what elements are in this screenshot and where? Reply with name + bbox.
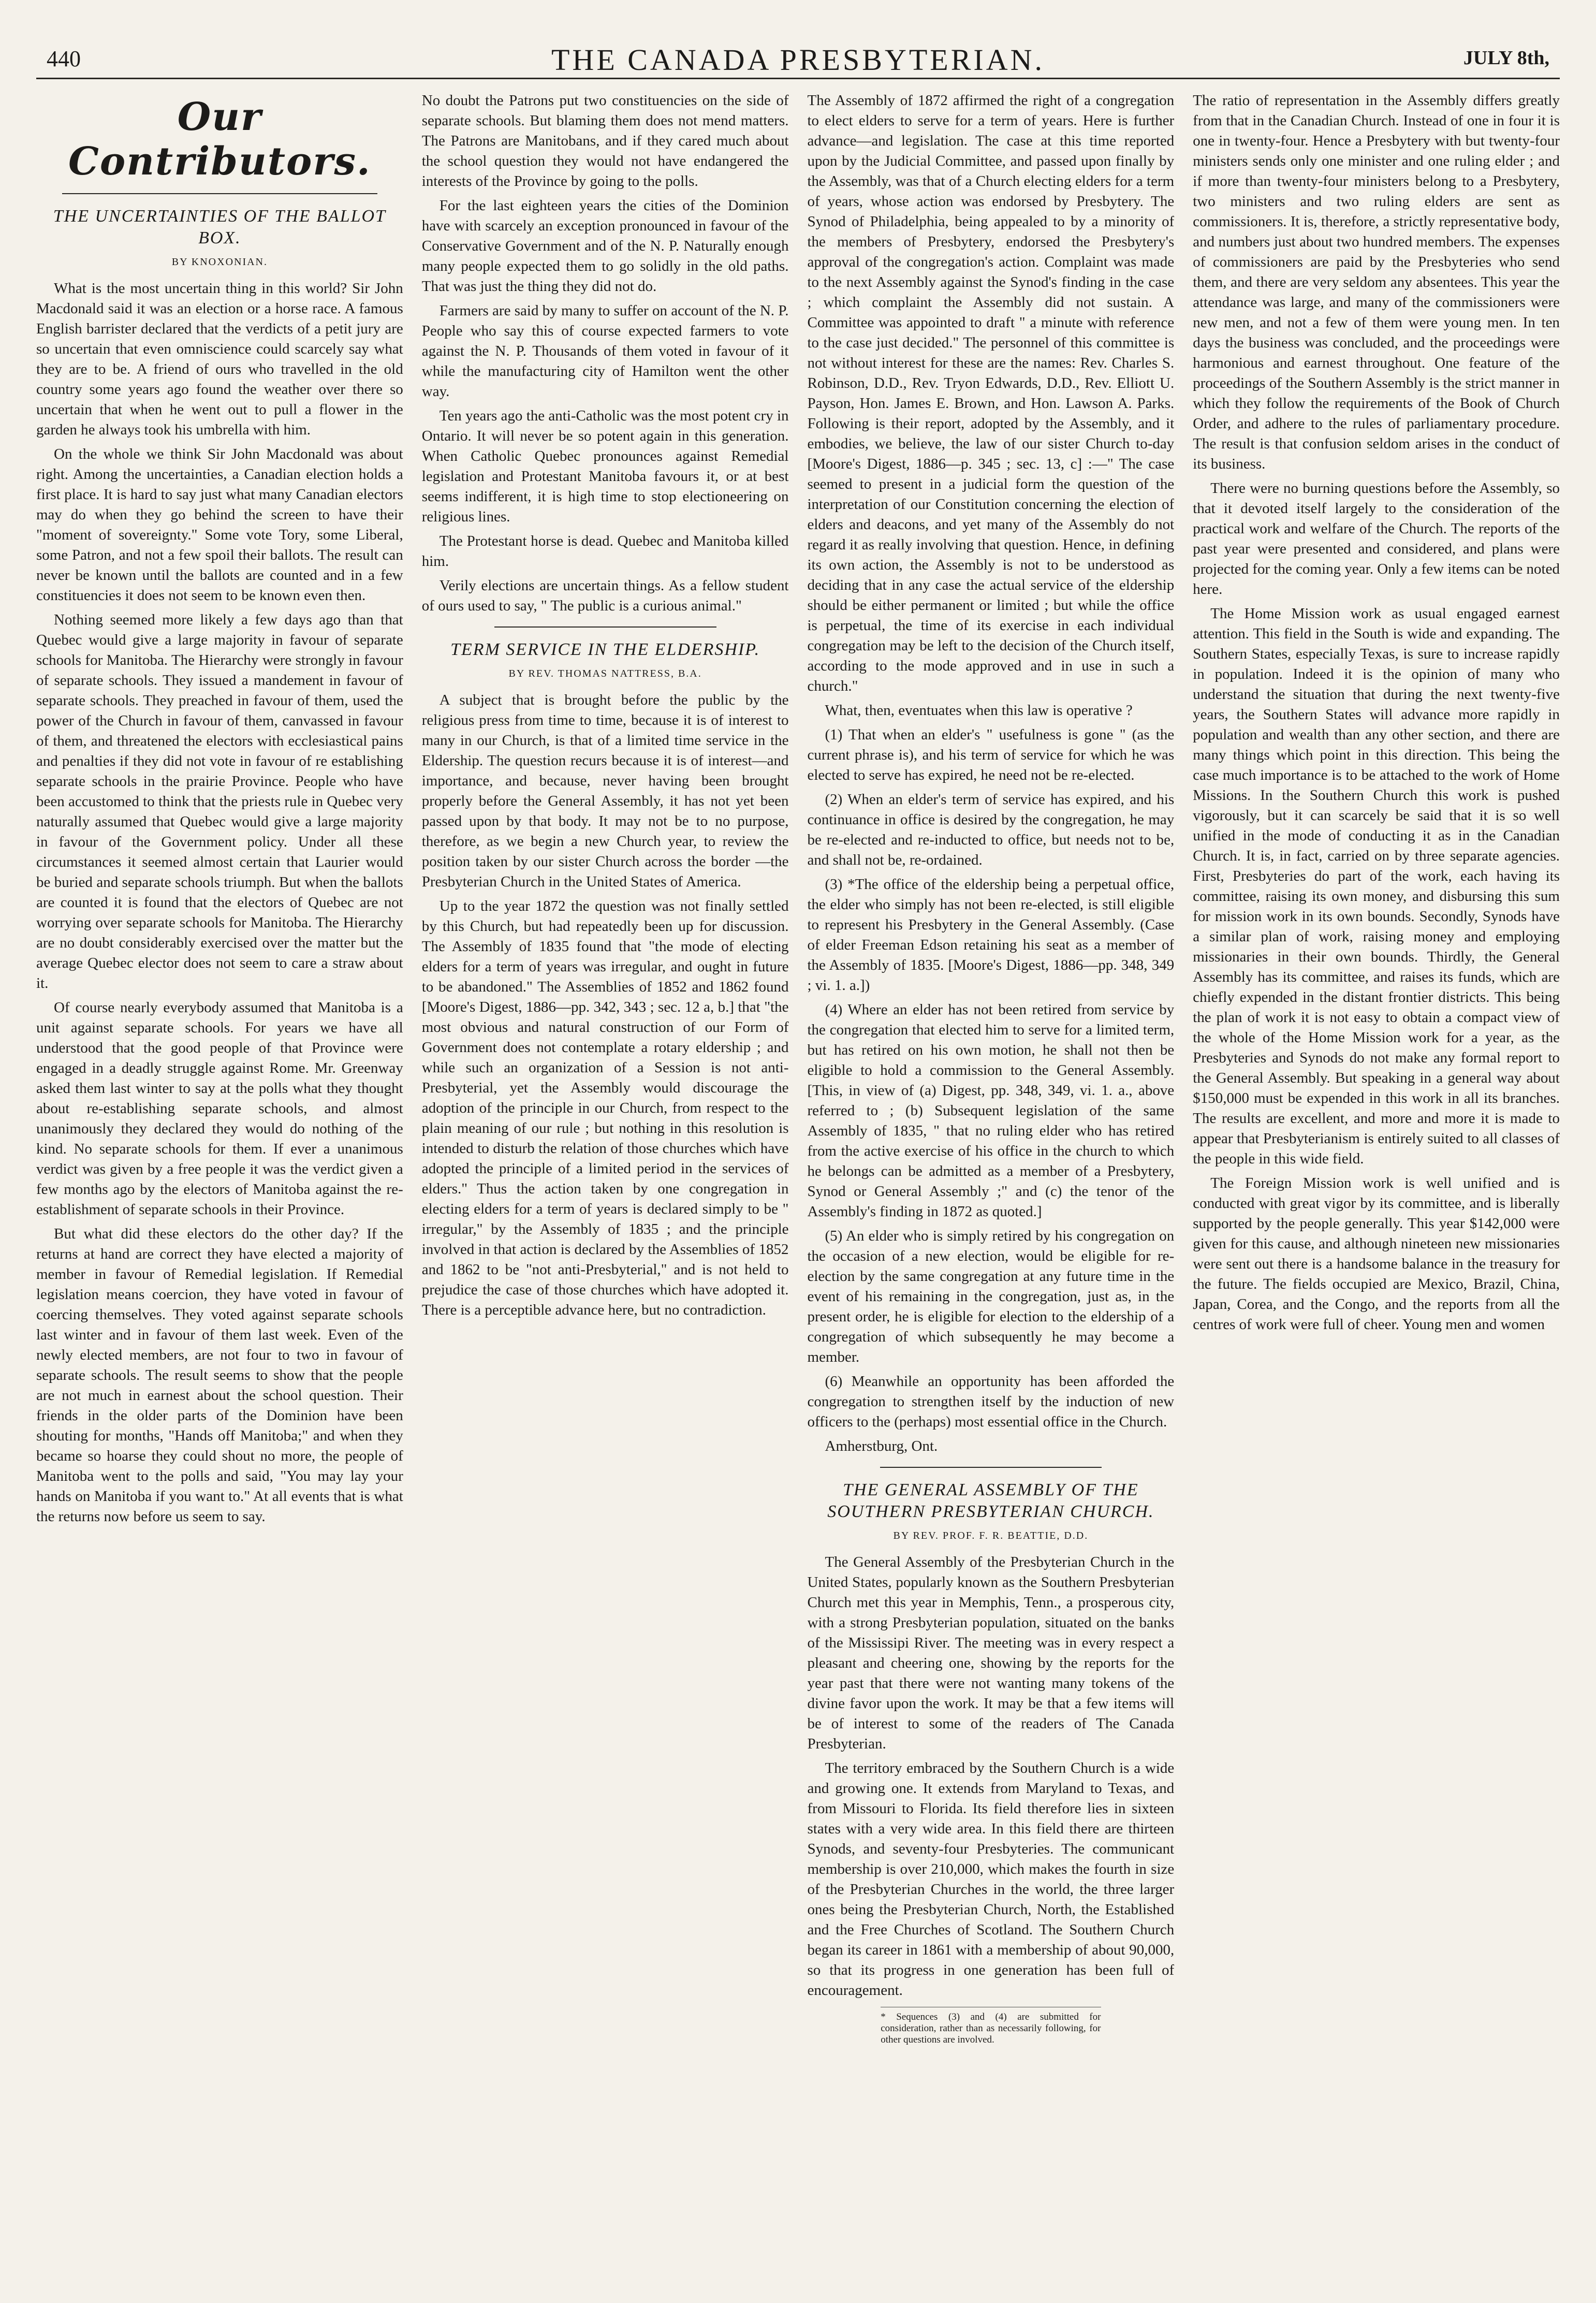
article-paragraph: The ratio of representation in the Assembly differs greatly from that in the Canadian Church. Instead of one in four it is one in twenty-four. Hence a Presbytery with but twenty-four ministers sends only one minister and one ruling elder ; and if more than twenty-four ministers belong to a Presbytery, two ministers and two ruling elders are sent as commissioners. It is, therefore, a strictly representative body, and numbers just about two hundred members. The expenses of commissioners are paid by the Presbyteries who send them, and there are very seldom any absentees. This year the attendance was large, and many of the commissioners were new men, and not a few of them were young men. In ten days the business was concluded, and the proceedings were harmonious and earnest throughout. One feature of the proceedings of the Southern Assembly is the strict manner in which they follow the requirements of the Book of Church Order, and adhere to the rules of parliamentary procedure. The result is that confusion seldom arises in the conduct of its business.: [1193, 92, 1560, 472]
article-paragraph: There were no burning questions before the Assembly, so that it devoted itself largely to the consideration of the practical work and welfare of the Church. The reports of the past year were presented and considered, and plans were projected for the coming year. Only a few items can be noted here.: [1193, 480, 1560, 597]
article-paragraph: Of course nearly everybody assumed that Manitoba is a unit against separate schools. For years we have all understood that the good people of that Province were engaged in a deadly struggle against Rome. Mr. Greenway asked them last winter to say at the polls what they thought about re-establishing separate schools, and almost unanimously they declared they would do nothing of the kind. No separate schools for them. If ever a unanimous verdict was given by a free people it was the verdict given a few months ago by the electors of Manitoba against the re-establishment of separate schools in their Province.: [36, 999, 403, 1218]
divider: [880, 1467, 1102, 1468]
article-paragraph: (2) When an elder's term of service has expired, and his continuance in office is desired by the congregation, he may be re-elected and re-inducted to office, but needs not to be, and shall not be, re-ordained.: [807, 791, 1175, 868]
article-byline: BY REV. PROF. F. R. BEATTIE, D.D.: [893, 1530, 1089, 1541]
article-paragraph: The General Assembly of the Presbyterian Church in the United States, popularly known as the Southern Presbyterian Church met this year in Memphis, Tenn., a prosperous city, with a strong Presbyterian population, situated on the banks of the Mississipi River. The meeting was in every respect a pleasant and cheering one, showing by the reports for the year past that there were not wanting many tokens of the divine favor upon the work. It may be that a few items will be of interest to some of the readers of The Canada Presbyterian.: [807, 1554, 1175, 1752]
article-paragraph: Nothing seemed more likely a few days ago than that Quebec would give a large majority in favour of separate schools for Manitoba. The Hierarchy were strongly in favour of separate schools. They issued a mandement in favour of separate schools. They preached in favour of them, used the power of the Church in favour of them, canvassed in favour of them, and threatened the electors with ecclesiastical pains and penalties if they did not vote in favour of re establishing separate schools in the prairie Province. People who have been accustomed to think that the priests rule in Quebec very naturally assumed that Quebec would give a large majority in favour of the Government policy. Under all these circumstances it seemed almost certain that Laurier would be buried and separate schools triumph. But when the ballots are counted it is found that the electors of Quebec are not worrying over separate schools for Manitoba. The Hierarchy are no doubt considerably exercised over the matter but the average Quebec elector does not seem to care a straw about it.: [36, 611, 403, 992]
article-paragraph: A subject that is brought before the public by the religious press from time to time, because it is of interest to many in our Church, is that of a limited time service in the Eldership. The question recurs because it is of interest—and importance, and because, never having been brought properly before the General Assembly, it has not yet been passed upon by that body. It may not be to no purpose, therefore, as we begin a new Church year, to review the position taken by our sister Church across the border —the Presbyterian Church in the United States of America.: [421, 692, 789, 890]
column-1: [36, 91, 403, 2282]
article-paragraph: But what did these electors do the other day? If the returns at hand are correct they have elected a majority of member in favour of Remedial legislation. If Remedial legislation means coercion, they have voted in favour of coercing themselves. They voted against separate schools last winter and in favour of them last week. Even of the newly elected members, are not four to two in favour of separate schools. The result seems to show that the people are not much in earnest about the school question. Their friends in the older parts of the Dominion have been shouting for months, "Hands off Manitoba;" and when they became so hoarse they could shout no more, the people of Manitoba went to the polls and said, "You may lay your hands on Manitoba if you want to." At all events that is what the returns now before us seem to say.: [36, 1226, 403, 1525]
article-paragraph: The territory embraced by the Southern Church is a wide and growing one. It extends from Maryland to Texas, and from Missouri to Florida. Its field therefore lies in sixteen states with a very wide area. In this field there are thirteen Synods, and seventy-four Presbyteries. The communicant membership is over 210,000, which makes the fourth in size of the Presbyterian Churches in the world, the three larger ones being the Presbyterian Church, North, the Established and the Free Churches of Scotland. The Southern Church began its career in 1861 with a membership of about 90,000, so that its progress in one generation has been full of encouragement.: [807, 1760, 1175, 1999]
article-title: THE UNCERTAINTIES OF THE BALLOT BOX.: [53, 207, 386, 247]
columns: [36, 91, 1560, 2282]
article-paragraph: For the last eighteen years the cities of the Dominion have with scarcely an exception pronounced in favour of the Conservative Government and of the N. P. Naturally enough many people expected them to go solidly in the old paths. That was just the thing they did not do.: [421, 197, 789, 295]
page-header: [36, 21, 1560, 79]
article-paragraph: (4) Where an elder has not been retired from service by the congregation that elected him to serve for a limited term, but has retired on his own motion, he shall not then be eligible to hold a commission to the General Assembly. [This, in view of (a) Digest, pp. 348, 349, vi. 1. a., above referred to ; (b) Subsequent legislation of the same Assembly of 1835, " that no ruling elder who has retired from the active exercise of his office in the church to which he belongs can be admitted as a member of a Presbytery, Synod or General Assembly ;" and (c) the tenor of the Assembly's finding in 1872 as quoted.]: [807, 1001, 1175, 1220]
article-paragraph: What is the most uncertain thing in this world? Sir John Macdonald said it was an election or a horse race. A famous English barrister declared that the verdicts of a petit jury are so uncertain that even omniscience could scarcely say what they are to be. A friend of ours who travelled in the old country some years ago found the weather over there so uncertain that when he went out to pull a flower in the garden he always took his umbrella with him.: [36, 280, 403, 438]
article-paragraph: (1) That when an elder's " usefulness is gone " (as the current phrase is), and his term of service for which he was elected to serve has expired, he need not be re-elected.: [807, 726, 1175, 783]
page-number: 440: [47, 46, 81, 71]
article-paragraph: Ten years ago the anti-Catholic was the most potent cry in Ontario. It will never be so potent again in this generation. When Catholic Quebec pronounces against Remedial legislation and Protestant Manitoba favours it, or at best seems indifferent, it is high time to stop electioneering on religious lines.: [421, 407, 789, 525]
article-byline: BY REV. THOMAS NATTRESS, B.A.: [508, 668, 702, 679]
article-paragraph: On the whole we think Sir John Macdonald was about right. Among the uncertainties, a Canadian election holds a first place. It is hard to say just what many Canadian electors may do when they go behind the screen to have their "moment of sovereignty." Some vote Tory, some Liberal, some Patron, and not a few spoil their ballots. The result can never be known until the ballots are counted and in a few constituencies it does not seem to be known even then.: [36, 446, 403, 604]
article-paragraph: Farmers are said by many to suffer on account of the N. P. People who say this of course expected farmers to vote against the N. P. Thousands of them voted in favour of it while the manufacturing city of Hamilton went the other way.: [421, 302, 789, 400]
article-paragraph: (3) *The office of the eldership being a perpetual office, the elder who simply has not been re-elected, is still eligible to represent his Presbytery in the General Assembly. (Case of elder Freeman Edson retaining his seat as a member of the Assembly of 1835. [Moore's Digest, 1886—pp. 348, 349 ; vi. 1. a.]): [807, 876, 1175, 994]
article-paragraph: No doubt the Patrons put two constituencies on the side of separate schools. But blaming them does not mend matters. The Patrons are Manitobans, and if they cared much about the school question they would not have endangered the interests of the Province by going to the polls.: [421, 92, 789, 190]
article-paragraph: What, then, eventuates when this law is operative ?: [825, 702, 1133, 719]
column-3: [808, 91, 1175, 2282]
article-paragraph: Up to the year 1872 the question was not finally settled by this Church, but had repeatedly been up for discussion. The Assembly of 1835 found that "the mode of electing elders for a term of years was irregular, and ought in future to be abandoned." The Assemblies of 1852 and 1862 found [Moore's Digest, 1886—pp. 342, 343 ; sec. 12 a, b.] that "the most obvious and natural construction of our Form of Government does not contemplate a rotary eldership ; and while such an organization of a Session is not anti-Presbyterial, yet the Assembly would discourage the adoption of the principle in our Church, from respect to the plain meaning of our rule ; but nothing in this resolution is intended to disturb the relation of those churches which have adopted the principle of a limited period in the services of elders." Thus the action taken by one congregation in electing elders for a term of years is declared simply to be " irregular," by the Assembly of 1835 ; and the principle involved in that action is declared by the Assemblies of 1852 and 1862 to be "not anti-Presbyterial," and is not held to prejudice the case of those churches which have adopted it. There is a perceptible advance here, but no contradiction.: [421, 898, 789, 1318]
article-paragraph: The Assembly of 1872 affirmed the right of a congregation to elect elders to serve for a term of years. Here is further advance—and legislation. The case at this time reported upon by the Judicial Committee, and passed upon finally by the Assembly, was that of a Church electing elders for a term of years, whose action was endorsed by Presbytery. The Synod of Philadelphia, being appealed to by a minority of the members of Presbytery, endorsed the Presbytery's approval of the congregation's action. Complaint was made to the next Assembly against the Synod's finding in the case ; which complaint the Assembly did not sustain. A Committee was appointed to draft " a minute with reference to the case just decided." The personnel of this committee is not without interest for these are the names: Rev. Charles S. Robinson, D.D., Rev. Tryon Edwards, D.D., Rev. Elliott U. Payson, Hon. James E. Brown, and Hon. Lawson A. Parks. Following is their report, adopted by the Assembly, and it embodies, we believe, the law of our sister Church to-day [Moore's Digest, 1886—p. 345 ; sec. 13, c] :—" The case seemed to present in a judicial form the question of the interpretation of our Constitution concerning the election of elders and deacons, and yet many of the Assembly do not regard it as really involving that question. Hence, in defining its own action, the Assembly is not to be understood as deciding that in any case the actual service of the eldership should be either permanent or limited ; but while the office is perpetual, the time of its exercise in each individual congregation may be left to the decision of the Church itself, according to the mode approved and in use in such a church.": [807, 92, 1175, 694]
article-paragraph: Amherstburg, Ont.: [825, 1438, 938, 1454]
article-paragraph: (5) An elder who is simply retired by his congregation on the occasion of a new election, would be eligible for re-election by the same congregation at any future time in the event of his remaining in the congregation, just as, in the present order, he is eligible for election to the eldership of a congregation of which subsequently he may become a member.: [807, 1228, 1175, 1365]
divider: [494, 626, 716, 628]
article-paragraph: The Protestant horse is dead. Quebec and Manitoba killed him.: [421, 533, 789, 570]
article-paragraph: The Home Mission work as usual engaged earnest attention. This field in the South is wide and expanding. The Southern States, especially Texas, is sure to increase rapidly in population. Indeed it is the opinion of many who understand the situation that during the next twenty-five years, the Southern States will advance more rapidly in population and wealth than any other section, and there are many things which point in this direction. This being the case much importance is to be attached to the work of Home Missions. In the Southern Church this work is pushed vigorously, but it can scarcely be said that it is so well unified in the mode of conducting it as in the Canadian Church. It is, in fact, carried on by three separate agencies. First, Presbyteries do part of the work, each having its committee, raising its own money, and disbursing this sum for mission work in its own bounds. Secondly, Synods have a similar plan of work, raising money and employing missionaries in their own bounds. Thirdly, the General Assembly has its committee, and raises its funds, which are chiefly expended in the distant frontier districts. This being the plan of work it is not easy to obtain a compact view of the whole of the Home Mission work for a year, as the Presbyteries and Synods do not make any formal report to the General Assembly. But speaking in a general way about $150,000 must be expended in this work in all its branches. The results are excellent, and more and more it is made to appear that Presbyterianism is entirely suited to all classes of the people in this wide field.: [1193, 605, 1560, 1167]
issue-date: JULY 8th,: [1463, 47, 1549, 69]
article-paragraph: Verily elections are uncertain things. As a fellow student of ours used to say, " The public is a curious animal.": [421, 577, 789, 614]
footnote: * Sequences (3) and (4) are submitted for consideration, rather than as necessarily following, for other questions are involved.: [881, 2007, 1101, 2046]
section-masthead: Our Contributors.: [68, 95, 371, 184]
divider: [62, 193, 377, 194]
column-4: [1193, 91, 1560, 2282]
article-paragraph: (6) Meanwhile an opportunity has been afforded the congregation to strengthen itself by the induction of new officers to the (perhaps) most essential office in the Church.: [807, 1373, 1175, 1430]
article-title: THE GENERAL ASSEMBLY OF THE SOUTHERN PRESBYTERIAN CHURCH.: [827, 1480, 1154, 1521]
article-byline: BY KNOXONIAN.: [171, 256, 268, 268]
newspaper-title: THE CANADA PRESBYTERIAN.: [551, 43, 1045, 77]
column-2: [422, 91, 789, 2282]
article-paragraph: The Foreign Mission work is well unified and is conducted with great vigor by its committee, and is liberally supported by the people generally. This year $142,000 were given for this cause, and although nineteen new missionaries were sent out there is a handsome balance in the treasury for the future. The fields occupied are Mexico, Brazil, China, Japan, Corea, and the Congo, and the reports from all the centres of work were full of cheer. Young men and women: [1193, 1175, 1560, 1333]
article-title: TERM SERVICE IN THE ELDERSHIP.: [450, 640, 760, 659]
